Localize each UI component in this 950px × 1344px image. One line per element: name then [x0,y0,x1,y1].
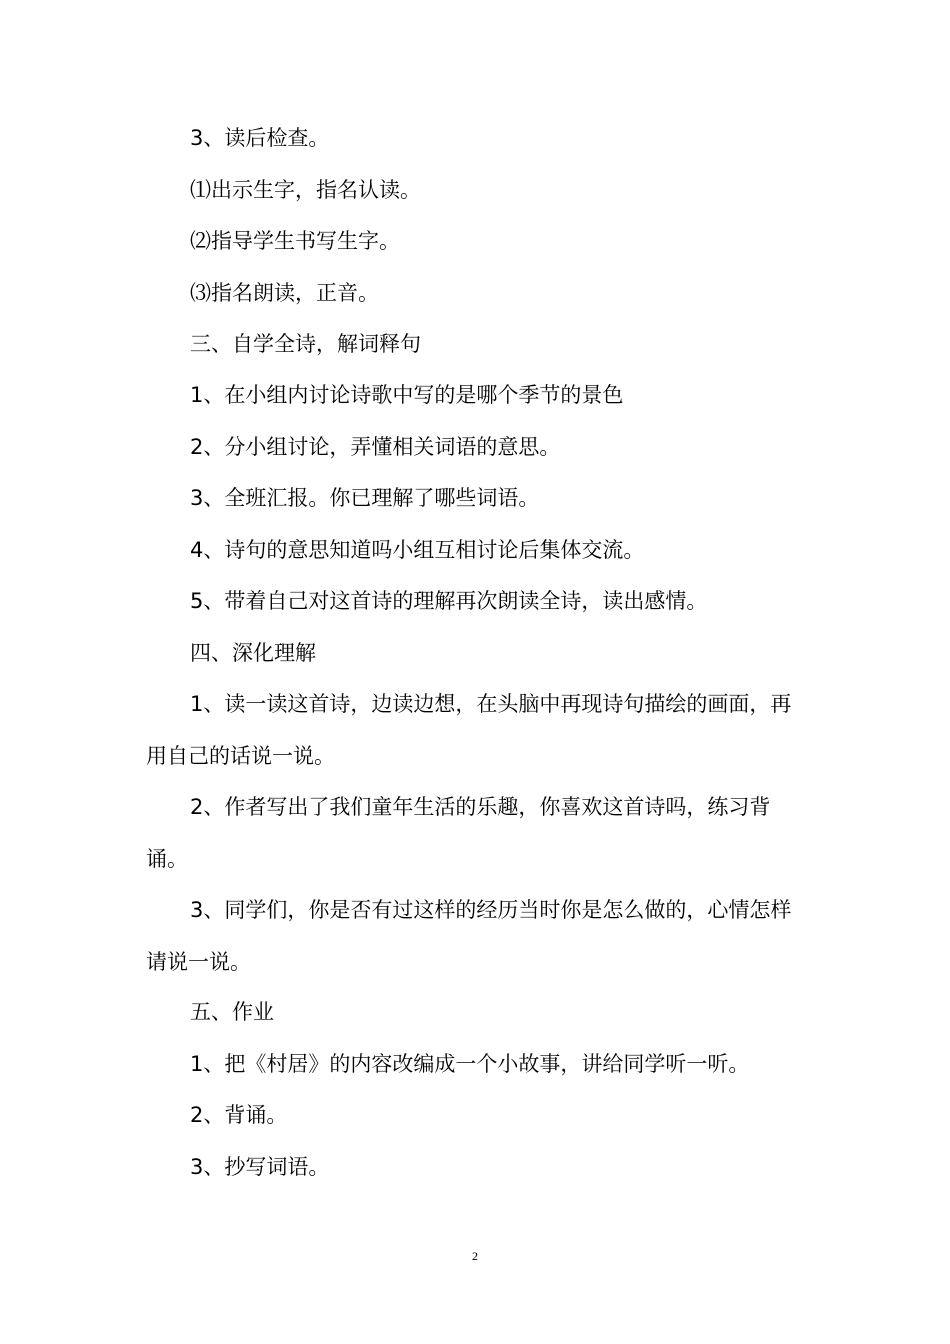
page-number: 2 [472,1249,478,1263]
paragraph: 3、全班汇报。你已理解了哪些词语。 [190,486,540,510]
section-heading: 五、作业 [190,1000,274,1024]
paragraph: 3、同学们，你是否有过这样的经历当时你是怎么做的，心情怎样请说一说。 [146,898,792,974]
paragraph: 1、把《村居》的内容改编成一个小故事，讲给同学听一听。 [190,1052,750,1076]
paragraph: ⑵指导学生书写生字。 [190,229,400,253]
paragraph: 4、诗句的意思知道吗小组互相讨论后集体交流。 [190,538,645,562]
paragraph: 1、在小组内讨论诗歌中写的是哪个季节的景色 [190,383,624,407]
paragraph: 2、分小组讨论，弄懂相关词语的意思。 [190,435,561,459]
paragraph: ⑶指名朗读，正音。 [190,281,379,305]
paragraph: 2、作者写出了我们童年生活的乐趣，你喜欢这首诗吗，练习背诵。 [146,795,771,871]
paragraph: 3、读后检查。 [190,126,330,150]
paragraph: 5、带着自己对这首诗的理解再次朗读全诗，读出感情。 [190,589,708,613]
section-heading: 四、深化理解 [190,641,316,665]
paragraph: 1、读一读这首诗，边读边想，在头脑中再现诗句描绘的画面，再用自己的话说一说。 [146,692,792,768]
paragraph: 2、背诵。 [190,1103,288,1127]
paragraph: ⑴出示生字，指名认读。 [190,178,421,202]
section-heading: 三、自学全诗，解词释句 [190,332,421,356]
paragraph: 3、抄写词语。 [190,1155,330,1179]
